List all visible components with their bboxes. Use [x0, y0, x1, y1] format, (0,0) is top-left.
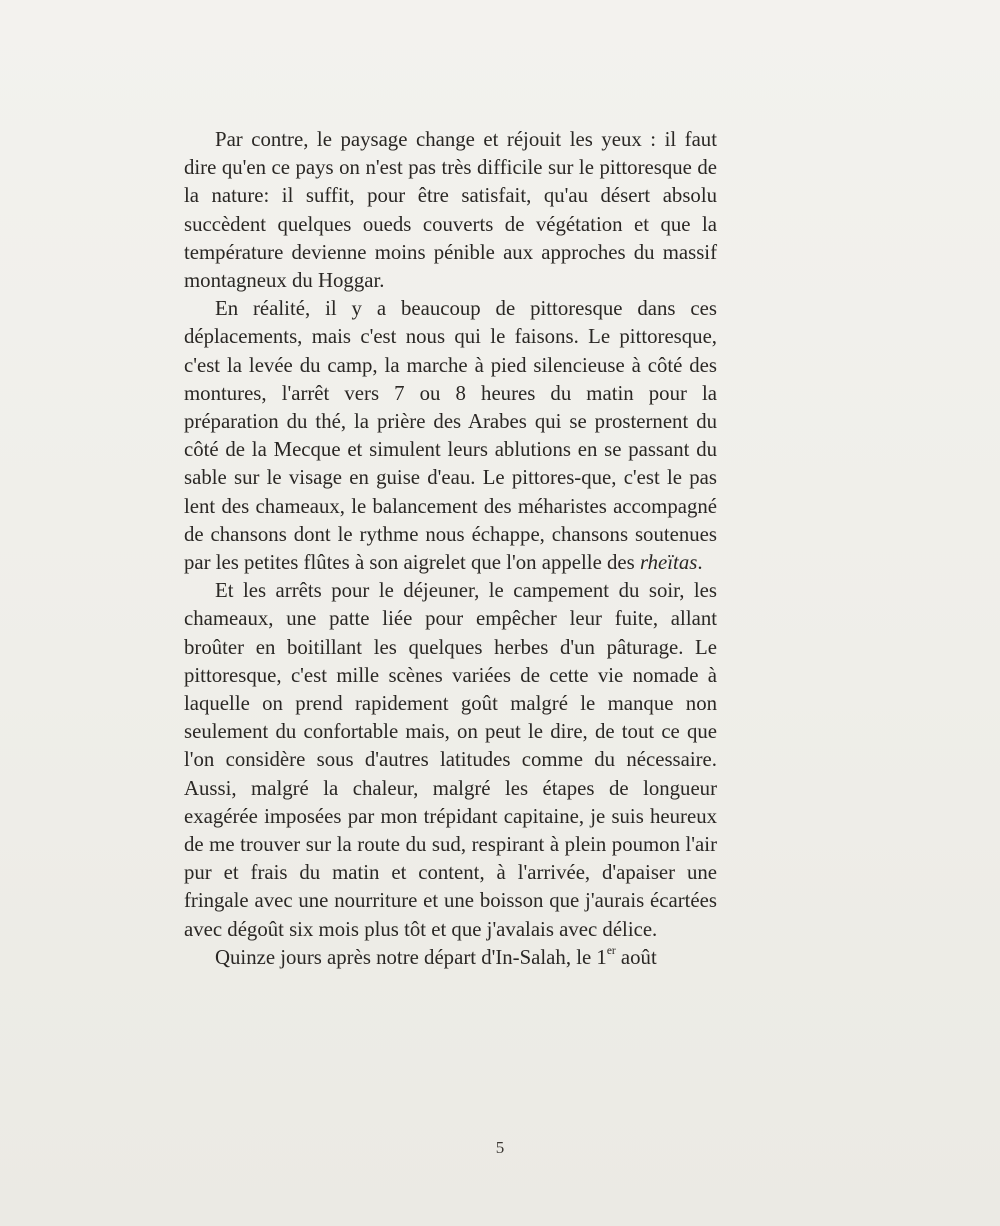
paragraph-2	[184, 295, 717, 577]
paragraph-2-text: En réalité, il y a beaucoup de pittoresque dans ces déplacements, mais c'est nous qui le faisons. Le pittoresque, c'est la levée du camp, la marche à pied silencieuse à côté des montures, l'arrêt vers 7 ou 8 heures du matin pour la préparation du thé, la prière des Arabes qui se prosternent du côté de la Mecque et simulent leurs ablutions en se passant du sable sur le visage en guise d'eau. Le pittores-que, c'est le pas lent des chameaux, le balancement des méharistes accompagné de chansons dont le rythme nous échappe, chansons soutenues par les petites flûtes à son aigrelet que l'on appelle des	[184, 297, 717, 575]
body-text	[184, 126, 717, 972]
paragraph-2-italic-term: rheïtas	[639, 551, 698, 575]
paragraph-1-text: Par contre, le paysage change et réjouit les yeux : il faut dire qu'en ce pays on n'est pas très difficile sur le pittoresque de la nature: il suffit, pour être satisfait, qu'au désert absolu succèdent quelques oueds couverts de végétation et que la température devienne moins pénible aux approches du massif montagneux du Hoggar.	[184, 128, 717, 293]
paragraph-3	[184, 577, 717, 944]
page-number: 5	[495, 1138, 505, 1157]
paragraph-1	[184, 126, 717, 295]
paragraph-3-text: Et les arrêts pour le déjeuner, le campement du soir, les chameaux, une patte liée pour empêcher leur fuite, allant broûter en boitillant les quelques herbes d'un pâturage. Le pittoresque, c'est mille scènes variées de cette vie nomade à laquelle on prend rapidement goût malgré le manque non seulement du confortable mais, on peut le dire, de tout ce que l'on considère sous d'autres latitudes comme du nécessaire. Aussi, malgré la chaleur, malgré les étapes de longueur exagérée imposées par mon trépidant capitaine, je suis heureux de me trouver sur la route du sud, respirant à plein poumon l'air pur et frais du matin et content, à l'arrivée, d'apaiser une fringale avec une nourriture et une boisson que j'aurais écartées avec dégoût six mois plus tôt et que j'avalais avec délice.	[184, 579, 717, 941]
paragraph-2-end: .	[697, 551, 703, 575]
paragraph-4	[184, 944, 717, 972]
paragraph-4-end: août	[615, 945, 657, 969]
paragraph-4-text: Quinze jours après notre départ d'In-Salah, le 1	[215, 945, 607, 969]
ordinal-superscript: er	[606, 945, 616, 958]
